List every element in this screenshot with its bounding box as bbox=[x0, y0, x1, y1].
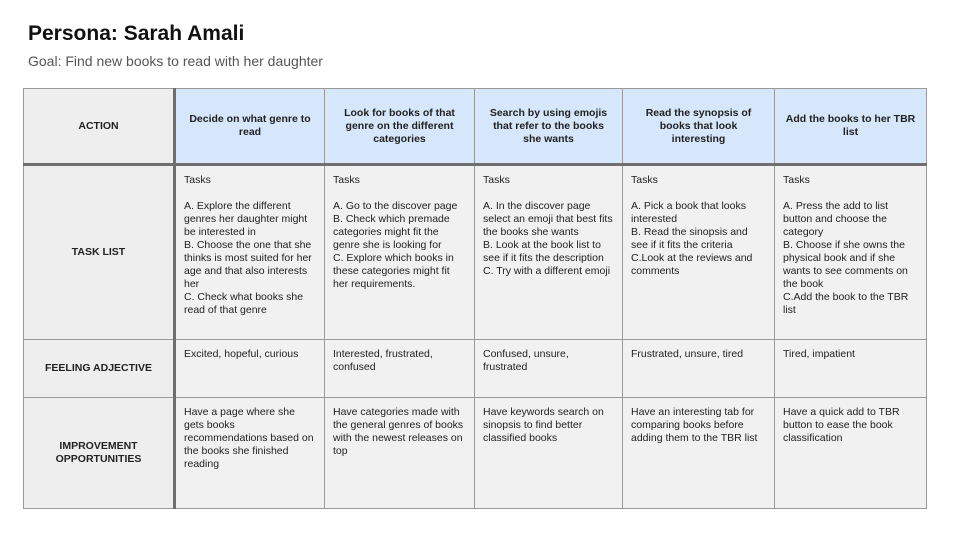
task-list-label-cell bbox=[24, 165, 175, 340]
feeling-label: FEELING ADJECTIVE bbox=[45, 362, 152, 374]
improvement-cell-1: Have a page where she gets books recommendations based on the books she finished reading bbox=[175, 398, 325, 509]
action-header-cell bbox=[24, 89, 175, 165]
feeling-cell-5: Tired, impatient bbox=[775, 340, 927, 398]
journey-header-row bbox=[24, 89, 927, 165]
user-journey-map bbox=[23, 88, 927, 509]
task-cell-4: Tasks A. Pick a book that looks interested B. Read the sinopsis and see if it fits the criteria C.Look at the reviews and comments bbox=[623, 165, 775, 340]
stage-header-3: Search by using emojis that refer to the books she wants bbox=[475, 89, 623, 165]
improvement-cell-3: Have keywords search on sinopsis to find better classified books bbox=[475, 398, 623, 509]
task-cell-5: Tasks A. Press the add to list button and choose the category B. Choose if she owns the physical book and if she wants to see comments on the book C.Add the book to the TBR list bbox=[775, 165, 927, 340]
stage-header-1: Decide on what genre to read bbox=[175, 89, 325, 165]
feeling-cell-3: Confused, unsure, frustrated bbox=[475, 340, 623, 398]
task-list-label: TASK LIST bbox=[71, 246, 126, 258]
improvement-cell-5: Have a quick add to TBR button to ease the book classification bbox=[775, 398, 927, 509]
improvement-cell-4: Have an interesting tab for comparing books before adding them to the TBR list bbox=[623, 398, 775, 509]
improvement-label-cell bbox=[24, 398, 175, 509]
stage-header-2: Look for books of that genre on the different categories bbox=[325, 89, 475, 165]
improvement-cell-2: Have categories made with the general genres of books with the newest releases on top bbox=[325, 398, 475, 509]
task-cell-3: Tasks A. In the discover page select an emoji that best fits the books she wants B. Look at the book list to see if it fits the description C. Try with a different emoji bbox=[475, 165, 623, 340]
feeling-cell-4: Frustrated, unsure, tired bbox=[623, 340, 775, 398]
task-cell-1: Tasks A. Explore the different genres her daughter might be interested in B. Choose the one that she thinks is most suited for her age and that also interests her C. Check what books she read of that genre bbox=[175, 165, 325, 340]
improvement-row bbox=[24, 398, 927, 509]
feeling-cell-2: Interested, frustrated, confused bbox=[325, 340, 475, 398]
feeling-label-cell bbox=[24, 340, 175, 398]
stage-header-5: Add the books to her TBR list bbox=[775, 89, 927, 165]
persona-goal: Goal: Find new books to read with her daughter bbox=[28, 53, 323, 69]
improvement-label: IMPROVEMENT OPPORTUNITIES bbox=[55, 440, 142, 465]
feeling-row bbox=[24, 340, 927, 398]
page-title: Persona: Sarah Amali bbox=[28, 22, 245, 45]
feeling-cell-1: Excited, hopeful, curious bbox=[175, 340, 325, 398]
stage-header-4: Read the synopsis of books that look interesting bbox=[623, 89, 775, 165]
task-cell-2: Tasks A. Go to the discover page B. Check which premade categories might fit the genre she is looking for C. Explore which books in these categories might fit her requirements. bbox=[325, 165, 475, 340]
action-header-label: ACTION bbox=[78, 119, 119, 132]
task-list-row bbox=[24, 165, 927, 340]
